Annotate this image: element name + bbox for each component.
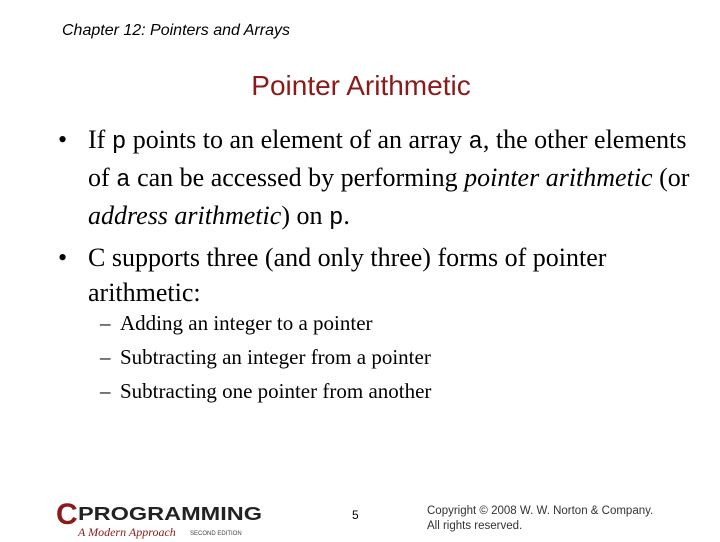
dash-marker: – <box>100 345 111 369</box>
text-run: . <box>343 201 350 230</box>
logo-letter: C <box>56 498 78 531</box>
logo-word: PROGRAMMING <box>78 504 262 524</box>
sub-bullet-text: Adding an integer to a pointer <box>120 311 373 335</box>
italic-term: pointer arithmetic <box>464 163 653 192</box>
slide-title: Pointer Arithmetic <box>251 70 471 101</box>
logo-edition: SECOND EDITION <box>190 531 242 537</box>
sub-bullet-text: Subtracting an integer from a pointer <box>120 345 431 369</box>
sub-bullet-list <box>100 306 680 408</box>
code-term: p <box>111 129 127 156</box>
sub-bullet-item <box>100 374 680 408</box>
bullet-item <box>58 240 698 310</box>
text-run: points to an element of an array <box>126 125 469 154</box>
bullet-text <box>88 122 698 236</box>
book-logo <box>56 498 266 542</box>
copyright-notice <box>427 504 707 534</box>
italic-term: address arithmetic <box>88 201 282 230</box>
text-run: ) on <box>281 201 329 230</box>
text-run: , the other elements of <box>88 125 687 192</box>
text-run: If <box>88 125 112 154</box>
dash-marker: – <box>100 311 111 335</box>
code-term: a <box>116 167 131 194</box>
text-run: can be accessed by performing <box>130 163 465 192</box>
sub-bullet-item <box>100 306 680 340</box>
logo-subtitle: A Modern Approach <box>78 525 176 539</box>
copyright-line: All rights reserved. <box>427 520 523 532</box>
bullet-item <box>58 122 698 236</box>
text-run: (or <box>652 163 690 192</box>
bullet-text: C supports three (and only three) forms of pointer arithmetic: <box>88 243 607 307</box>
bullet-list <box>58 122 698 314</box>
copyright-line: Copyright © 2008 W. W. Norton & Company. <box>427 505 654 517</box>
bullet-marker: • <box>58 243 68 272</box>
sub-bullet-item <box>100 340 680 374</box>
dash-marker: – <box>100 379 111 403</box>
page-number: 5 <box>352 508 359 522</box>
bullet-marker: • <box>58 125 68 154</box>
sub-bullet-text: Subtracting one pointer from another <box>120 379 432 403</box>
code-term: p <box>328 205 344 232</box>
code-term: a <box>468 129 483 156</box>
chapter-heading: Chapter 12: Pointers and Arrays <box>62 22 290 39</box>
